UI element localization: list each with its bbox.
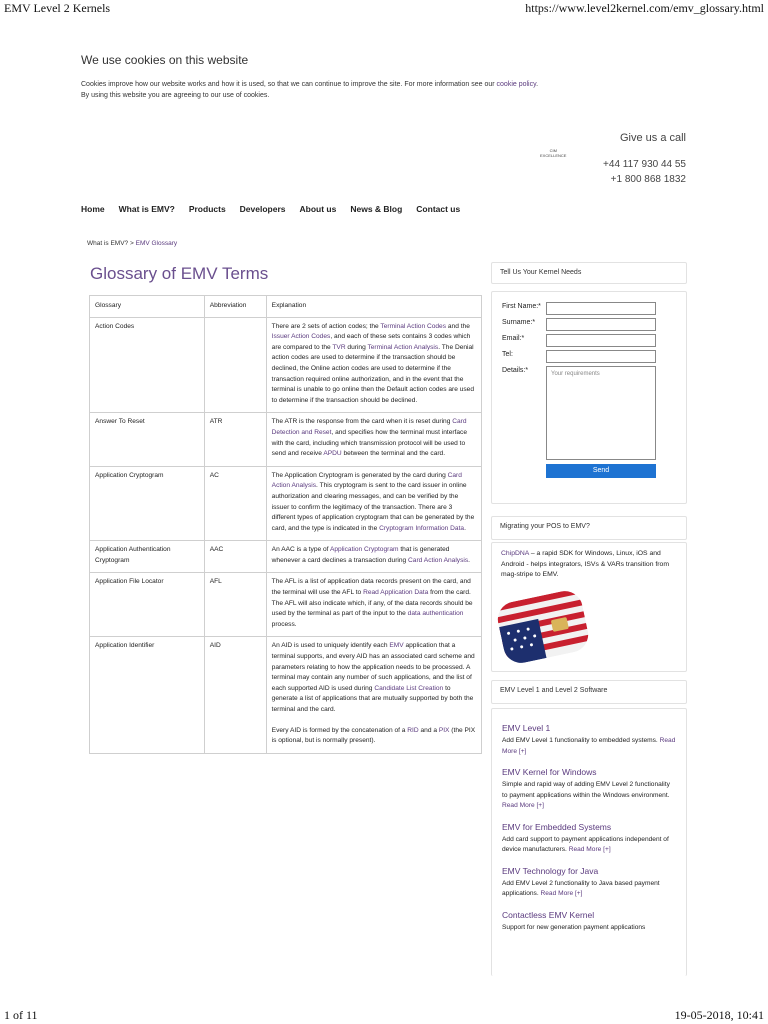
breadcrumb bbox=[87, 240, 177, 247]
software-title-link[interactable]: EMV Technology for Java bbox=[502, 865, 599, 876]
breadcrumb-sep: > bbox=[130, 240, 134, 247]
details-textarea[interactable]: Your requirements bbox=[546, 366, 656, 460]
table-row bbox=[90, 637, 482, 753]
software-desc: Simple and rapid way of adding EMV Level 2 functionality to payment applications within the Windows environment. bbox=[502, 781, 670, 799]
cookie-text-end: . bbox=[536, 81, 539, 88]
migrate-text-block bbox=[501, 549, 677, 581]
software-panel bbox=[491, 708, 687, 976]
call-block bbox=[603, 131, 686, 187]
table-header-row bbox=[90, 296, 482, 318]
explanation-text: and a bbox=[418, 726, 439, 734]
surname-field[interactable] bbox=[546, 318, 656, 331]
table-row bbox=[90, 317, 482, 413]
email-field[interactable] bbox=[546, 334, 656, 347]
migrate-panel-header bbox=[491, 516, 687, 540]
nav-item-products[interactable]: Products bbox=[188, 204, 226, 214]
software-title-link[interactable]: EMV Level 1 bbox=[502, 723, 551, 733]
software-title-link[interactable]: EMV for Embedded Systems bbox=[502, 821, 612, 832]
glossary-link[interactable]: Candidate List Creation bbox=[374, 684, 444, 692]
explanation-text: , and specifies how the terminal must interface with the card, including which transmission protocol will be used to send and receive bbox=[271, 428, 468, 458]
nav-item-contact-us[interactable]: Contact us bbox=[416, 204, 461, 214]
explanation-text: . bbox=[464, 524, 466, 532]
explanation-text: that is generated whenever a card declines a transaction during bbox=[271, 546, 450, 564]
header-abbreviation: Abbreviation bbox=[204, 296, 266, 318]
tel-label: Tel: bbox=[502, 351, 513, 358]
explanation bbox=[266, 541, 481, 573]
tel-row bbox=[502, 350, 686, 363]
phone-uk[interactable]: +44 117 930 44 55 bbox=[603, 159, 686, 170]
glossary-table bbox=[89, 295, 482, 754]
kernel-needs-title: Tell Us Your Kernel Needs bbox=[500, 269, 582, 276]
expand-plus-link[interactable]: [+] bbox=[518, 747, 527, 755]
glossary-link[interactable]: APDU bbox=[323, 450, 342, 458]
details-row bbox=[502, 366, 686, 460]
logo-text: CIM bbox=[549, 148, 557, 153]
glossary-link[interactable]: RID bbox=[407, 726, 419, 734]
explanation-text: Every AID is formed by the concatenation of a bbox=[271, 726, 408, 734]
expand-plus-link[interactable]: [+] bbox=[574, 890, 583, 897]
glossary-link[interactable]: Card Detection and Reset bbox=[271, 418, 467, 436]
kernel-needs-form bbox=[491, 291, 687, 504]
logo-text: EXCELLENCE bbox=[540, 153, 567, 158]
cookie-policy-link[interactable]: cookie policy bbox=[496, 81, 537, 88]
nav-item-about-us[interactable]: About us bbox=[299, 204, 337, 214]
explanation-text: from the card. The AFL will also indicate which, if any, of the data records should be used by the terminal as part of the input to the bbox=[271, 589, 473, 618]
email-label: Email:* bbox=[502, 335, 525, 342]
explanation-text: An AID is used to uniquely identify each bbox=[271, 642, 390, 650]
explanation-text: to generate a list of applications that are mutually supported by both the terminal and the card. bbox=[271, 684, 474, 713]
nav-item-home[interactable]: Home bbox=[81, 204, 105, 214]
phone-us[interactable]: +1 800 868 1832 bbox=[610, 174, 686, 185]
surname-label: Surname:* bbox=[502, 319, 536, 326]
glossary-link[interactable]: EMV bbox=[389, 642, 404, 650]
explanation-text: . The Denial action codes are used to determine if the transaction should be declined, the Online action codes are used to determine if the transaction required online authorization, and in the event that the terminal is unable to go online then the Default action codes are used to determine if the transaction should be declined. bbox=[271, 343, 475, 404]
tel-field[interactable] bbox=[546, 350, 656, 363]
migrate-title: Migrating your POS to EMV? bbox=[500, 523, 590, 530]
expand-plus-link[interactable]: [+] bbox=[536, 802, 544, 809]
software-desc-block bbox=[502, 835, 677, 856]
glossary-link[interactable]: Terminal Action Codes bbox=[380, 322, 447, 330]
glossary-link[interactable]: Application Cryptogram bbox=[329, 546, 399, 554]
glossary-term: Application Cryptogram bbox=[90, 466, 205, 541]
glossary-term: Application Authentication Cryptogram bbox=[90, 541, 205, 573]
software-desc-block bbox=[502, 780, 677, 812]
details-label: Details:* bbox=[502, 367, 529, 374]
print-datetime: 19-05-2018, 10:41 bbox=[674, 1008, 764, 1022]
explanation-text: application that a terminal supports, and every AID has an associated card scheme and parameters relating to how the application needs to be processed. A terminal may contain any number of such applications, and the list of each supported AID is used during bbox=[271, 642, 475, 692]
software-desc-block bbox=[502, 879, 677, 900]
explanation-text: process. bbox=[271, 620, 297, 628]
abbreviation: AID bbox=[204, 637, 266, 753]
glossary-link[interactable]: Card Action Analysis bbox=[408, 556, 469, 564]
first-name-field[interactable] bbox=[546, 302, 656, 315]
software-desc: Add EMV Level 1 functionality to embedded systems. bbox=[502, 737, 660, 744]
breadcrumb-current[interactable]: EMV Glossary bbox=[135, 240, 178, 247]
explanation-text: during bbox=[345, 343, 368, 351]
software-desc-block bbox=[502, 736, 677, 757]
glossary-link[interactable]: Read Application Data bbox=[363, 589, 429, 597]
read-more-link[interactable]: Read More bbox=[502, 802, 535, 809]
explanation-text: and the bbox=[446, 322, 470, 330]
glossary-term: Application Identifier bbox=[90, 637, 205, 753]
cookie-notice bbox=[81, 79, 641, 101]
software-desc: Add EMV Level 2 functionality to Java based payment applications. bbox=[502, 879, 660, 897]
explanation-text: . This cryptogram is sent to the card issuer in online authorization and clearing messages, and can be verified by the issuer to confirm the legitimacy of the transaction. There are 3 different types of application cryptogram that can be generated by the card, and the type is indicated in the bbox=[271, 482, 475, 532]
explanation-text: An AAC is a type of bbox=[271, 546, 330, 554]
read-more-link[interactable]: Read More bbox=[540, 890, 574, 897]
abbreviation: AFL bbox=[204, 573, 266, 637]
breadcrumb-parent[interactable]: What is EMV? bbox=[87, 240, 129, 247]
explanation-text: The Application Cryptogram is generated by the card during bbox=[271, 471, 448, 479]
glossary-link[interactable]: Issuer Action Codes bbox=[271, 333, 331, 341]
explanation-text: , and each of these sets contains 3 codes which are compared to the bbox=[271, 333, 471, 351]
explanation-text: . bbox=[468, 556, 470, 564]
read-more-link[interactable]: Read More bbox=[568, 846, 602, 853]
explanation-text: between the terminal and the card. bbox=[341, 450, 446, 458]
print-title: EMV Level 2 Kernels bbox=[4, 1, 111, 15]
explanation bbox=[266, 637, 481, 753]
abbreviation: ATR bbox=[204, 413, 266, 466]
migrate-text: – a rapid SDK for Windows, Linux, iOS and Android - helps integrators, ISVs & VARs transition from mag-stripe to EMV. bbox=[501, 550, 669, 578]
print-url: https://www.level2kernel.com/emv_glossary.html bbox=[525, 1, 764, 15]
software-panel-header bbox=[491, 680, 687, 704]
software-desc: Add card support to payment applications independent of device manufacturers. bbox=[502, 835, 669, 853]
page-title: Glossary of EMV Terms bbox=[90, 264, 269, 283]
main-nav bbox=[81, 204, 460, 214]
glossary-term: Answer To Reset bbox=[90, 413, 205, 466]
glossary-link[interactable]: data authentication bbox=[407, 610, 464, 618]
software-title-link[interactable]: Contactless EMV Kernel bbox=[502, 909, 595, 920]
software-title-link[interactable]: EMV Kernel for Windows bbox=[502, 767, 597, 777]
table-row bbox=[90, 466, 482, 541]
send-button[interactable]: Send bbox=[546, 464, 656, 478]
surname-row bbox=[502, 318, 686, 331]
explanation-text: There are 2 sets of action codes; the bbox=[271, 322, 381, 330]
table-row bbox=[90, 541, 482, 573]
glossary-link[interactable]: PIX bbox=[438, 726, 450, 734]
table-row bbox=[90, 573, 482, 637]
cookie-text: Cookies improve how our website works and how it is used, so that we can continue to improve the site. For more information see our bbox=[81, 81, 497, 88]
cookie-title: We use cookies on this website bbox=[81, 53, 249, 67]
explanation bbox=[266, 573, 481, 637]
glossary-link[interactable]: Terminal Action Analysis bbox=[367, 343, 439, 351]
header-explanation: Explanation bbox=[266, 296, 481, 318]
abbreviation bbox=[204, 317, 266, 413]
expand-plus-link[interactable]: [+] bbox=[603, 846, 611, 853]
read-more-link[interactable]: Read More bbox=[502, 737, 676, 755]
first-name-row bbox=[502, 302, 686, 315]
software-title: EMV Level 1 and Level 2 Software bbox=[500, 687, 608, 694]
logo[interactable] bbox=[540, 148, 566, 158]
explanation-text: (the PIX is optional, but is normally present). bbox=[271, 726, 476, 745]
software-desc: Support for new generation payment applications bbox=[502, 923, 646, 931]
page-number: 1 of 11 bbox=[4, 1008, 38, 1022]
header-glossary: Glossary bbox=[90, 296, 205, 318]
glossary-link[interactable]: TVR bbox=[332, 343, 346, 351]
email-row bbox=[502, 334, 686, 347]
explanation bbox=[266, 317, 481, 413]
table-row bbox=[90, 413, 482, 466]
explanation-text: The ATR is the response from the card when it is reset during bbox=[271, 418, 453, 426]
cookie-line2: By using this website you are agreeing to our use of cookies. bbox=[81, 92, 270, 99]
call-label: Give us a call bbox=[619, 132, 686, 144]
glossary-term: Application File Locator bbox=[90, 573, 205, 637]
chipdna-link[interactable]: ChipDNA bbox=[501, 550, 529, 557]
glossary-link[interactable]: Card Action Analysis bbox=[271, 471, 462, 490]
glossary-link[interactable]: Cryptogram Information Data bbox=[379, 524, 465, 532]
nav-item-developers[interactable]: Developers bbox=[239, 204, 286, 214]
glossary-term: Action Codes bbox=[90, 317, 205, 413]
explanation-text: The AFL is a list of application data records present on the card, and the terminal will use the AFL to bbox=[271, 578, 471, 597]
kernel-needs-panel-header bbox=[491, 262, 687, 284]
nav-item-news-blog[interactable]: News & Blog bbox=[350, 204, 403, 214]
explanation bbox=[266, 466, 481, 541]
nav-item-what-is-emv[interactable]: What is EMV? bbox=[118, 204, 175, 214]
explanation bbox=[266, 413, 481, 466]
abbreviation: AC bbox=[204, 466, 266, 541]
abbreviation: AAC bbox=[204, 541, 266, 573]
first-name-label: First Name:* bbox=[502, 303, 541, 310]
software-desc-block bbox=[502, 923, 677, 934]
